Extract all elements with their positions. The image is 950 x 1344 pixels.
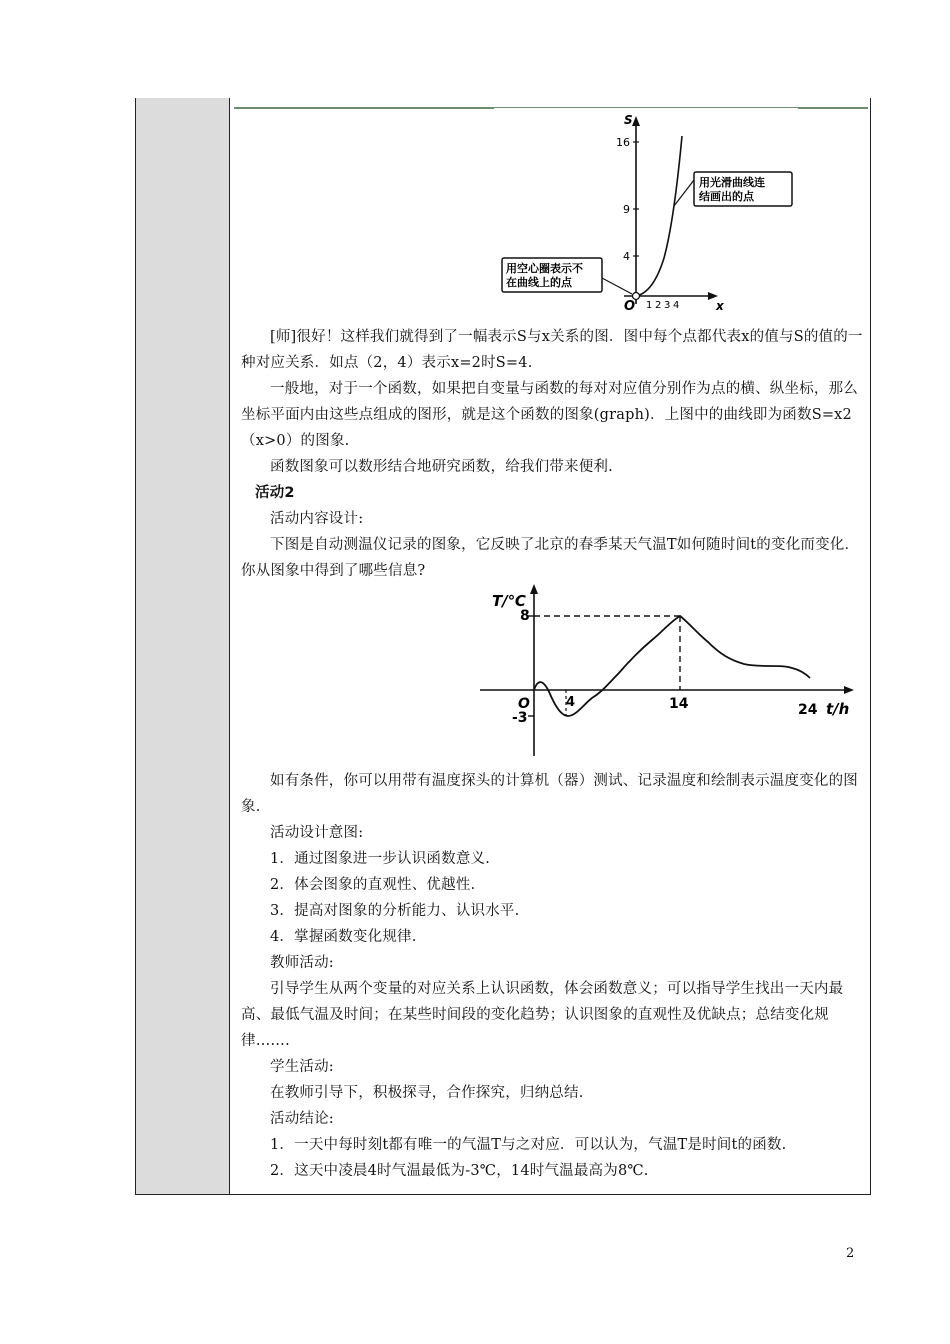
paragraph-teacher-activity-label: 教师活动:: [270, 955, 334, 971]
paragraph-design-label: 活动内容设计:: [270, 511, 364, 527]
conclusion-item-1: 1．一天中每时刻t都有唯一的气温T与之对应．可以认为，气温T是时间t的函数.: [270, 1137, 787, 1153]
x-tick-1: 1: [646, 300, 653, 311]
s-x-graph: [494, 108, 798, 314]
callout-circle-line2: 在曲线上的点: [506, 276, 572, 289]
s-axis-arrow: [632, 116, 640, 126]
y-tick-8: 8: [520, 608, 530, 624]
paragraph-equipment: 如有条件，你可以用带有温度探头的计算机（器）测试、记录温度和绘制表示温度变化的图象.: [241, 773, 858, 815]
origin-label-temp: O: [518, 696, 530, 712]
callout-circle-line1: 用空心圈表示不: [506, 262, 583, 275]
s-x-figure: [494, 108, 798, 314]
y-tick-16: 16: [616, 136, 630, 149]
paragraph-student-activity-label: 学生活动:: [270, 1059, 334, 1075]
x-tick-24: 24: [798, 702, 818, 718]
origin-label: O: [624, 299, 636, 314]
intent-item-3: 3．提高对图象的分析能力、认识水平.: [270, 903, 520, 919]
paragraph-definition: 一般地，对于一个函数，如果把自变量与函数的每对对应值分别作为点的横、纵坐标，那么坐标平面内由这些点组成的图形，就是这个函数的图象(graph)．上图中的曲线即为函数S=x2（x>0）的图象.: [241, 381, 858, 449]
temperature-graph: [462, 580, 864, 762]
x-axis-label: x: [716, 299, 724, 313]
intent-item-4: 4．掌握函数变化规律.: [270, 929, 417, 945]
x-tick-4-temp: 4: [566, 695, 576, 710]
paragraph-teacher: [师]很好！这样我们就得到了一幅表示S与x关系的图．图中每个点都代表x的值与S的值的一种对应关系．如点（2，4）表示x=2时S=4.: [241, 329, 863, 371]
s-axis-label: S: [624, 113, 633, 127]
text-section-top: [241, 324, 867, 584]
paragraph-question: 下图是自动测温仪记录的图象，它反映了北京的春季某天气温T如何随时间t的变化而变化．你从图象中得到了哪些信息?: [241, 537, 860, 579]
x-tick-14: 14: [669, 696, 689, 712]
x-tick-2: 2: [655, 300, 662, 311]
paragraph-student-activity: 在教师引导下，积极探寻，合作探究，归纳总结.: [270, 1085, 584, 1101]
parabola-curve: [636, 136, 682, 296]
y-tick-4: 4: [623, 250, 630, 263]
temperature-figure: [462, 580, 864, 762]
callout-curve-line1: 用光滑曲线连: [699, 176, 765, 189]
paragraph-benefit: 函数图象可以数形结合地研究函数，给我们带来便利.: [270, 459, 613, 475]
paragraph-intent-label: 活动设计意图:: [270, 825, 364, 841]
paragraph-conclusion-label: 活动结论:: [270, 1111, 334, 1127]
text-section-bottom: [241, 768, 867, 1184]
callout-curve-line2: 结画出的点: [699, 190, 754, 203]
time-axis-label: t/h: [826, 700, 850, 718]
intent-item-2: 2．体会图象的直观性、优越性.: [270, 877, 476, 893]
table-left-column: [136, 98, 230, 1194]
open-circle-origin: [633, 293, 640, 300]
page-number: 2: [846, 1246, 855, 1261]
intent-item-1: 1．通过图象进一步认识函数意义.: [270, 851, 491, 867]
x-tick-3: 3: [664, 300, 671, 311]
table-content-cell: [231, 98, 872, 1194]
lesson-table: [135, 98, 871, 1195]
conclusion-item-2: 2．这天中凌晨4时气温最低为-3℃，14时气温最高为8℃.: [270, 1163, 649, 1179]
x-tick-4: 4: [673, 300, 680, 311]
activity-heading: 活动2: [255, 485, 295, 501]
t-axis-label: T/℃: [492, 592, 526, 610]
paragraph-teacher-activity: 引导学生从两个变量的对应关系上认识函数，体会函数意义；可以指导学生找出一天内最高、最低气温及时间；在某些时间段的变化趋势；认识图象的直观性及优缺点；总结变化规律…….: [241, 981, 844, 1049]
y-tick-9: 9: [623, 203, 630, 216]
y-tick-neg3: -3: [512, 710, 528, 726]
